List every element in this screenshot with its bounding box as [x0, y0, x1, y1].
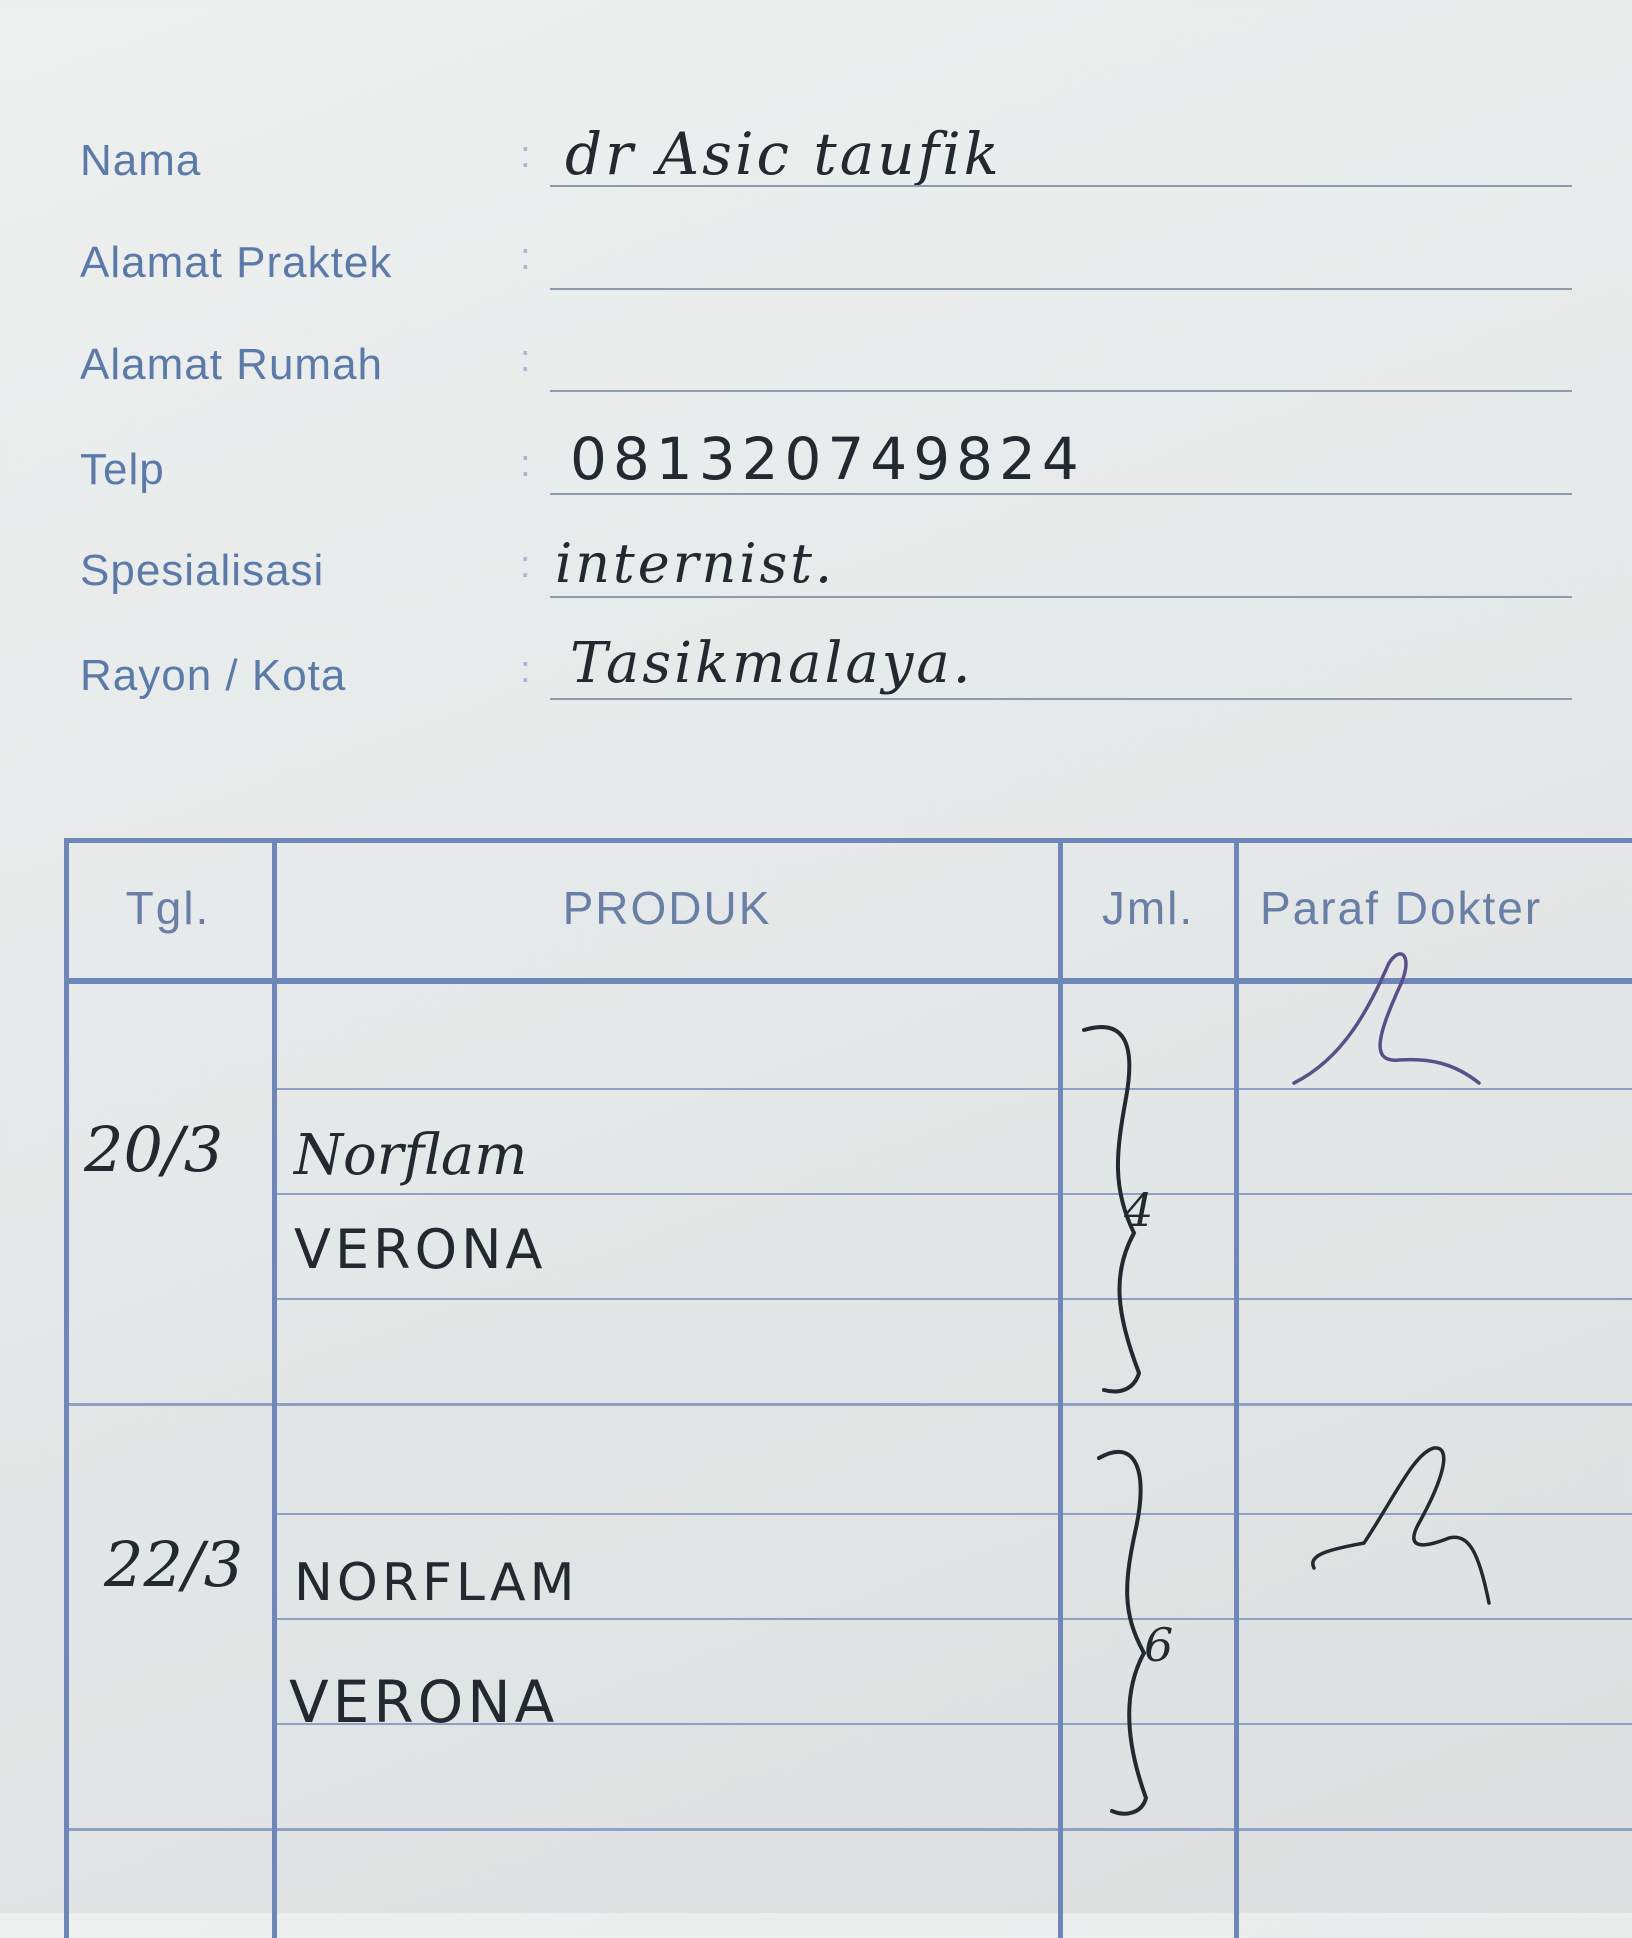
entry-product: Norflam [294, 1123, 528, 1188]
field-line-rayon-kota [550, 698, 1572, 700]
header-date: Tgl. [125, 882, 211, 934]
field-label-nama: Nama [80, 136, 202, 185]
doctor-signature-icon [1284, 948, 1524, 1098]
field-colon: : [520, 236, 531, 278]
field-value-spesialisasi: internist. [555, 532, 836, 595]
field-row-alamat-praktek [0, 220, 1632, 320]
field-colon: : [520, 338, 531, 380]
header-qty: Jml. [1101, 882, 1195, 934]
field-row-rayon-kota [0, 631, 1632, 735]
row-line [276, 1193, 1632, 1195]
column-divider [272, 838, 277, 1938]
entry-separator [64, 1403, 1632, 1406]
field-row-telp [0, 425, 1632, 525]
field-value-rayon-kota: Tasikmalaya. [570, 631, 974, 696]
field-line-alamat-praktek [550, 288, 1572, 290]
field-line-telp [550, 493, 1572, 495]
field-row-alamat-rumah [0, 320, 1632, 420]
field-value-nama: dr Asic taufik [565, 120, 1002, 188]
field-line-spesialisasi [550, 596, 1572, 598]
entry-product: VERONA [289, 1668, 559, 1736]
field-row-nama [0, 120, 1632, 220]
field-line-alamat-rumah [550, 390, 1572, 392]
entry-product: NORFLAM [294, 1553, 579, 1613]
table-left-border [64, 838, 69, 1938]
field-colon: : [520, 443, 531, 485]
doctor-signature-icon [1294, 1438, 1534, 1618]
field-colon: : [520, 544, 531, 586]
field-line-nama [550, 185, 1572, 187]
entry-product: VERONA [294, 1218, 547, 1281]
field-label-rayon-kota: Rayon / Kota [80, 651, 347, 700]
entry-separator [64, 1828, 1632, 1831]
header-signature: Paraf Dokter [1260, 882, 1543, 934]
column-divider [1058, 838, 1063, 1938]
field-label-telp: Telp [80, 445, 165, 494]
visit-table [64, 838, 1632, 1938]
column-divider [1234, 838, 1239, 1938]
field-value-telp: 081320749824 [570, 425, 1085, 493]
field-label-alamat-praktek: Alamat Praktek [80, 238, 393, 287]
field-row-spesialisasi [0, 530, 1632, 630]
field-colon: : [520, 649, 531, 691]
entry-date: 22/3 [104, 1528, 244, 1601]
entry-qty: 6 [1144, 1618, 1174, 1672]
entry-date: 20/3 [84, 1113, 224, 1186]
field-label-alamat-rumah: Alamat Rumah [80, 340, 384, 389]
field-label-spesialisasi: Spesialisasi [80, 546, 325, 595]
entry-qty: 4 [1124, 1183, 1154, 1237]
row-line [276, 1298, 1632, 1300]
header-product: PRODUK [562, 882, 772, 934]
field-colon: : [520, 134, 531, 176]
row-line [276, 1618, 1632, 1620]
